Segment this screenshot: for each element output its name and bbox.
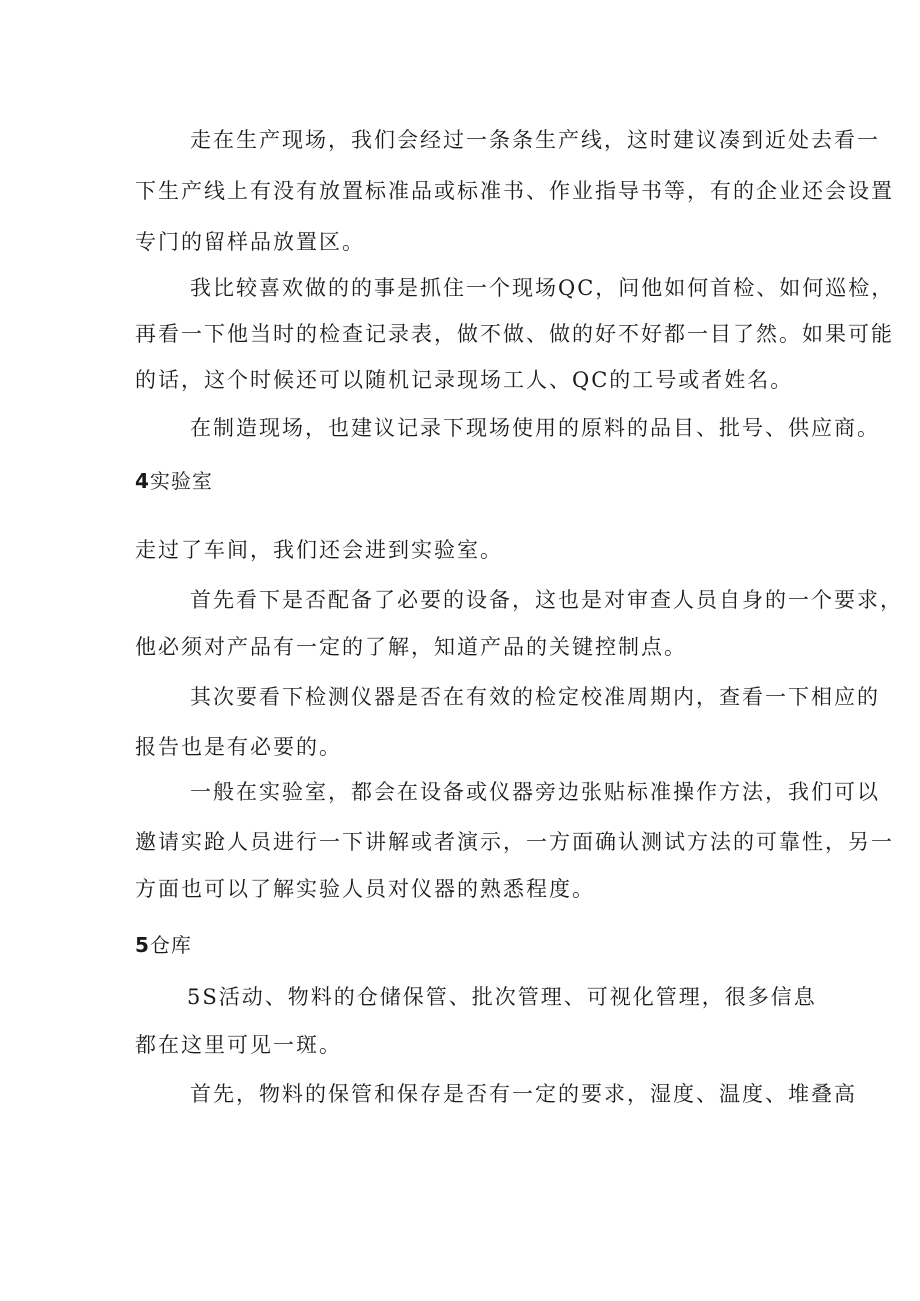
paragraph-7-line-3: 方面也可以了解实验人员对仪器的熟悉程度。 xyxy=(135,877,595,901)
paragraph-1-line-2: 下生产线上有没有放置标准品或标准书、作业指导书等，有的企业还会设置 xyxy=(135,179,894,203)
paragraph-4-line-1: 走过了车间，我们还会进到实验室。 xyxy=(135,538,503,562)
paragraph-7-line-1: 一般在实验室，都会在设备或仪器旁边张贴标准操作方法，我们可以 xyxy=(190,780,880,804)
paragraph-5-line-2: 他必须对产品有一定的了解，知道产品的关键控制点。 xyxy=(135,635,687,659)
paragraph-1-line-1: 走在生产现场，我们会经过一条条生产线，这时建议凑到近处去看一 xyxy=(190,128,880,152)
section-4-title: 实验室 xyxy=(149,469,213,493)
paragraph-7-line-2: 邀请实跄人员进行一下讲解或者演示，一方面确认测试方法的可靠性，另一 xyxy=(135,830,894,854)
section-4-number: 4 xyxy=(135,469,150,493)
paragraph-6-line-1: 其次要看下检测仪器是否在有效的检定校准周期内，查看一下相应的 xyxy=(190,685,880,709)
section-5-heading xyxy=(135,932,192,958)
paragraph-8-line-1: 5S活动、物料的仓储保管、批次管理、可视化管理，很多信息 xyxy=(187,985,817,1009)
paragraph-8-line-2: 都在这里可见一斑。 xyxy=(135,1033,342,1057)
paragraph-1-line-3: 专门的留样品放置区。 xyxy=(135,230,365,254)
section-5-title: 仓库 xyxy=(149,933,192,957)
section-5-number: 5 xyxy=(135,933,150,957)
paragraph-3-line-1: 在制造现场，也建议记录下现场使用的原料的品目、批号、供应商。 xyxy=(190,416,880,440)
paragraph-2-line-1: 我比较喜欢做的的事是抓住一个现场QC，问他如何首检、如何巡检， xyxy=(190,276,895,300)
paragraph-5-line-1: 首先看下是否配备了必要的设备，这也是对审查人员自身的一个要求， xyxy=(190,588,903,612)
paragraph-9-line-1: 首先，物料的保管和保存是否有一定的要求，湿度、温度、堆叠高 xyxy=(190,1082,857,1106)
section-4-heading xyxy=(135,468,213,494)
paragraph-2-line-2: 再看一下他当时的检查记录表，做不做、做的好不好都一目了然。如果可能 xyxy=(135,322,894,346)
paragraph-2-line-3: 的话，这个时候还可以随机记录现场工人、QC的工号或者姓名。 xyxy=(135,368,794,392)
paragraph-6-line-2: 报告也是有必要的。 xyxy=(135,735,342,759)
